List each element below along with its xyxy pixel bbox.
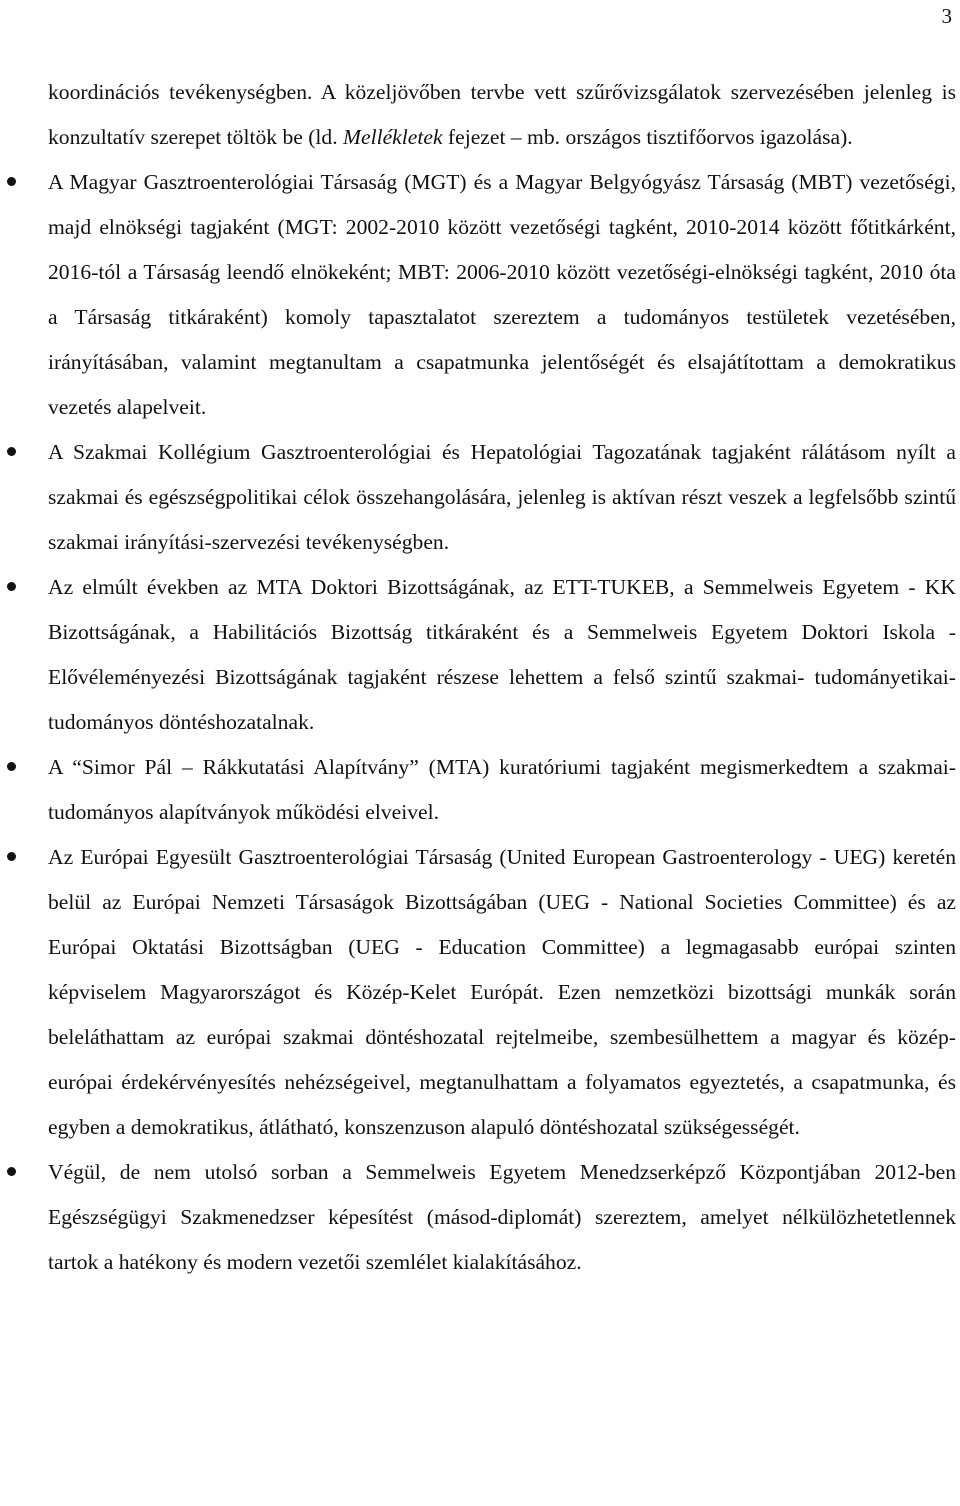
intro-text-before: koordinációs tevékenységben. A közeljövőben tervbe vett szűrővizsgálatok szervezésében jelenleg is konzultatív szerepet töltök be (ld. bbox=[48, 80, 956, 149]
intro-text-after: fejezet – mb. országos tisztifőorvos igazolása). bbox=[442, 125, 853, 149]
bullet-item-menedzser bbox=[48, 1150, 956, 1285]
bullet-icon bbox=[7, 1167, 16, 1176]
bullet-item-ueg bbox=[48, 835, 956, 1150]
bullet-text: Az elmúlt években az MTA Doktori Bizottságának, az ETT-TUKEB, a Semmelweis Egyetem - KK Bizottságának, a Habilitációs Bizottság titkáraként és a Semmelweis Egyetem Doktori Iskola - Elővéleményezési Bizottságának tagjaként részese lehettem a felső szintű szakmai- tudományetikai-tudományos döntéshozatalnak. bbox=[48, 575, 956, 734]
bullet-icon bbox=[7, 447, 16, 456]
bullet-text: A “Simor Pál – Rákkutatási Alapítvány” (MTA) kuratóriumi tagjaként megismerkedtem a szakmai-tudományos alapítványok működési elveivel. bbox=[48, 755, 956, 824]
bullet-icon bbox=[7, 762, 16, 771]
intro-emphasis: Mellékletek bbox=[343, 125, 443, 149]
bullet-text: Végül, de nem utolsó sorban a Semmelweis Egyetem Menedzserképző Központjában 2012-ben Egészségügyi Szakmenedzser képesítést (másod-diplomát) szereztem, amelyet nélkülözhetetlennek tartok a hatékony és modern vezetői szemlélet kialakításához. bbox=[48, 1160, 956, 1274]
bullet-text: A Szakmai Kollégium Gasztroenterológiai és Hepatológiai Tagozatának tagjaként rálátásom nyílt a szakmai és egészségpolitikai célok összehangolására, jelenleg is aktívan részt veszek a legfelsőbb szintű szakmai irányítási-szervezési tevékenységben. bbox=[48, 440, 956, 554]
bullet-item-bizottsagok bbox=[48, 565, 956, 745]
bullet-text: A Magyar Gasztroenterológiai Társaság (MGT) és a Magyar Belgyógyász Társaság (MBT) vezetőségi, majd elnökségi tagjaként (MGT: 2002-2010 között vezetőségi tagként, 2010-2014 között főtitkárként, 2016-tól a Társaság leendő elnökeként; MBT: 2006-2010 között vezetőségi-elnökségi tagként, 2010 óta a Társaság titkáraként) komoly tapasztalatot szereztem a tudományos testületek vezetésében, irányításában, valamint megtanultam a csapatmunka jelentőségét és elsajátítottam a demokratikus vezetés alapelveit. bbox=[48, 170, 956, 419]
bullet-item-mgt-mbt bbox=[48, 160, 956, 430]
intro-paragraph bbox=[48, 70, 956, 160]
bullet-list bbox=[48, 160, 956, 1285]
bullet-icon bbox=[7, 852, 16, 861]
page-number: 3 bbox=[941, 4, 952, 28]
bullet-item-alapitvany bbox=[48, 745, 956, 835]
bullet-text: Az Európai Egyesült Gasztroenterológiai Társaság (United European Gastroenterology - UEG) keretén belül az Európai Nemzeti Társaságok Bizottságában (UEG - National Societies Committee) és az Európai Oktatási Bizottságban (UEG - Education Committee) a legmagasabb európai szinten képviselem Magyarországot és Közép-Kelet Európát. Ezen nemzetközi bizottsági munkák során beleláthattam az európai szakmai döntéshozatal rejtelmeibe, szembesülhettem a magyar és közép-európai érdekérvényesítés nehézségeivel, megtanulhattam a folyamatos egyeztetés, a csapatmunka, és egyben a demokratikus, átlátható, konszenzuson alapuló döntéshozatal szükségességét. bbox=[48, 845, 956, 1139]
document-body bbox=[48, 70, 956, 1285]
bullet-item-szakmai-kollegium bbox=[48, 430, 956, 565]
bullet-icon bbox=[7, 177, 16, 186]
bullet-icon bbox=[7, 582, 16, 591]
